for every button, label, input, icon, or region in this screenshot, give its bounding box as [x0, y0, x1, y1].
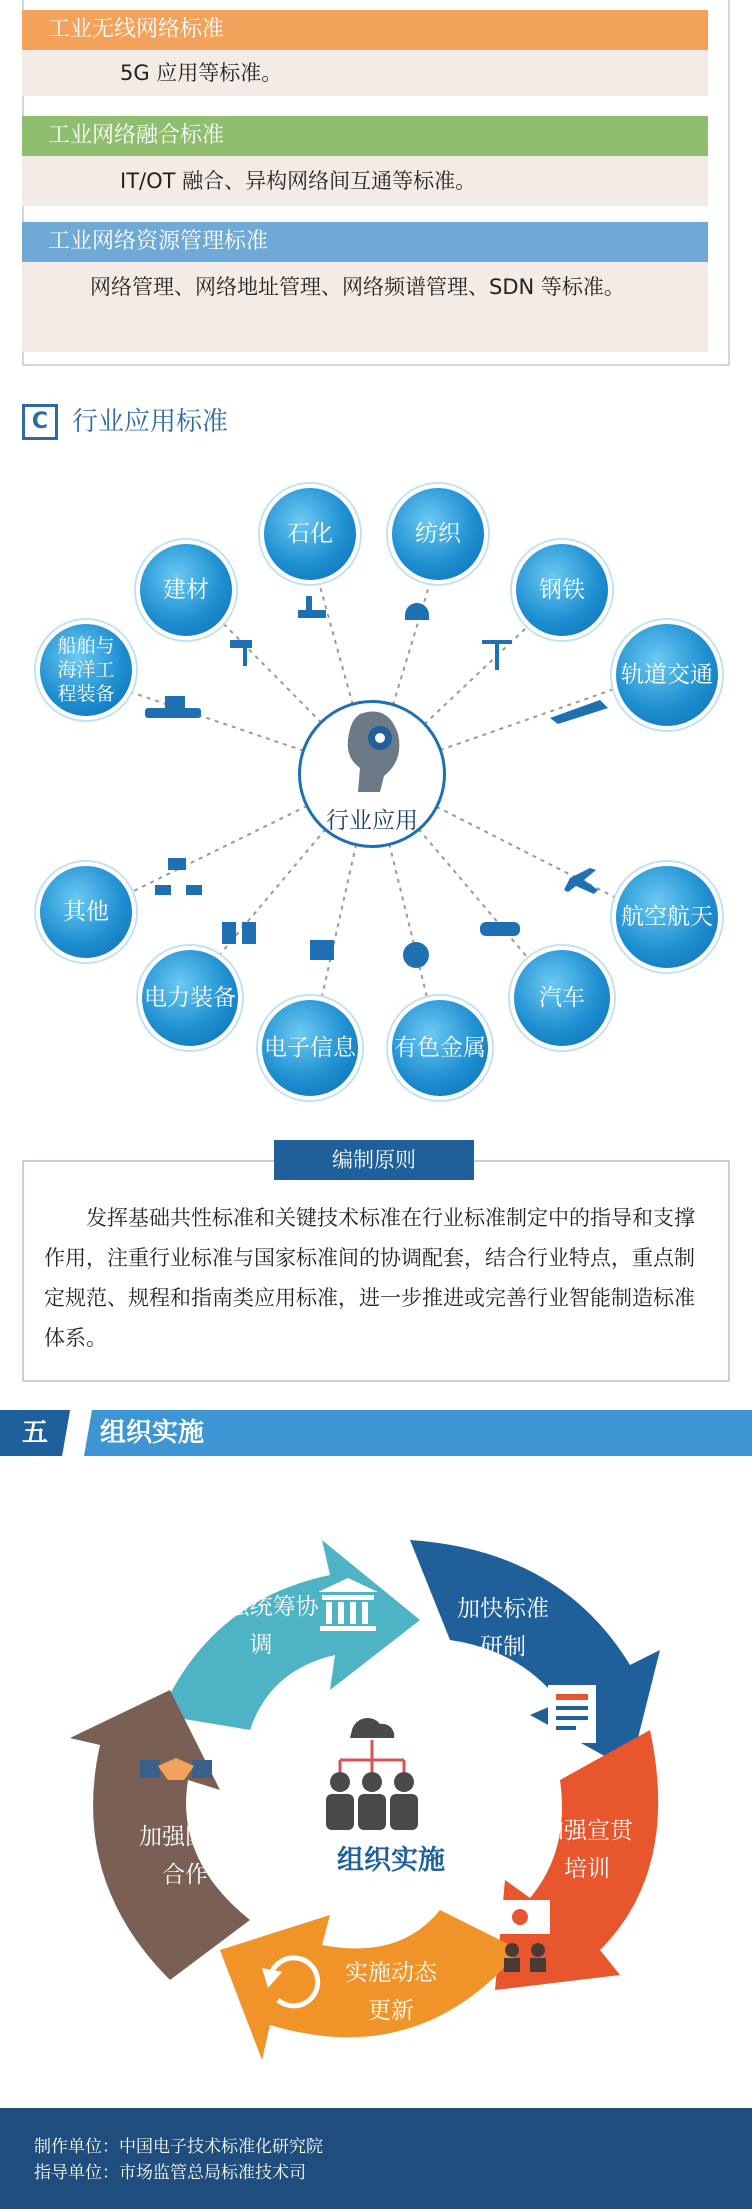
industry-center-label: 行业应用	[326, 808, 418, 834]
battery-icon	[222, 922, 236, 944]
segment-label-update: 实施动态更新	[345, 1960, 437, 2024]
industry-bubble-electronics: 电子信息	[258, 996, 362, 1100]
crane-icon-arm	[482, 640, 512, 644]
segment-label-international: 加强国际合作	[139, 1824, 231, 1888]
section-c-title: 行业应用标准	[72, 407, 229, 437]
section-5-number: 五	[0, 1410, 70, 1456]
standard-heading-resource: 工业网络资源管理标准	[22, 222, 708, 262]
battery-icon	[242, 922, 256, 944]
principle-text: 发挥基础共性标准和关键技术标准在行业标准制定中的指导和支撑作用，注重行业标准与国家标准间的协调配套，结合行业特点，重点制定规范、规程和指南类应用标准，进一步推进或完善行业智能制造标准体系。	[44, 1206, 695, 1350]
section-c-badge: C	[22, 404, 58, 440]
document-icon	[548, 1685, 596, 1743]
section-5-slash	[62, 1410, 92, 1456]
people-network-icon	[326, 1718, 418, 1830]
cycle-center-title: 组织实施	[337, 1845, 445, 1876]
train-icon	[550, 700, 608, 724]
segment-label-training: 加强宣贯培训	[541, 1818, 633, 1882]
helmet-icon	[405, 603, 429, 615]
paint-roller-icon	[230, 640, 252, 648]
principle-tag: 编制原则	[274, 1140, 474, 1180]
network-icon	[168, 858, 186, 870]
industry-bubble-auto: 汽车	[510, 946, 614, 1050]
industry-bubble-shipbuilding: 船舶与海洋工程装备	[36, 620, 136, 720]
paint-roller-icon-handle	[243, 648, 247, 666]
standard-heading-fusion: 工业网络融合标准	[22, 116, 708, 156]
network-icon-node	[155, 885, 171, 895]
standard-body-wireless: 5G 应用等标准。	[22, 50, 708, 96]
ship-icon	[145, 708, 201, 718]
crane-icon	[495, 640, 499, 670]
industry-bubble-other: 其他	[36, 862, 136, 962]
footer-maker: 制作单位：中国电子技术标准化研究院	[34, 2137, 323, 2157]
standard-body-fusion: IT/OT 融合、异构网络间互通等标准。	[22, 156, 708, 206]
section-5-title: 组织实施	[100, 1418, 205, 1448]
industry-bubble-petrochem: 石化	[260, 484, 360, 584]
car-icon	[480, 922, 520, 936]
helmet-icon-brim	[405, 615, 429, 620]
ship-icon-cabin	[165, 696, 185, 708]
segment-label-coordination: 加强统筹协调	[203, 1594, 319, 1658]
standard-body-resource: 网络管理、网络地址管理、网络频谱管理、SDN 等标准。	[22, 262, 708, 352]
handshake-icon	[140, 1758, 212, 1780]
industry-bubble-building: 建材	[136, 540, 236, 640]
oil-pump-icon-part	[306, 596, 312, 612]
footer-guide: 指导单位：市场监管总局标准技术司	[34, 2163, 306, 2183]
industry-bubble-rail: 轨道交通	[612, 620, 722, 730]
industry-bubble-power: 电力装备	[138, 946, 242, 1050]
network-icon-node	[186, 885, 202, 895]
industry-bubble-aerospace: 航空航天	[612, 862, 722, 972]
standard-heading-wireless: 工业无线网络标准	[22, 10, 708, 50]
industry-bubble-steel: 钢铁	[512, 540, 612, 640]
segment-label-research: 加快标准研制	[457, 1596, 549, 1660]
industry-bubble-nonferrous: 有色金属	[388, 996, 492, 1100]
robot-head-icon	[340, 708, 406, 794]
gear-brake-icon	[403, 942, 429, 968]
computer-icon	[310, 940, 334, 960]
airplane-icon	[564, 868, 598, 894]
industry-bubble-textile: 纺织	[388, 484, 488, 584]
